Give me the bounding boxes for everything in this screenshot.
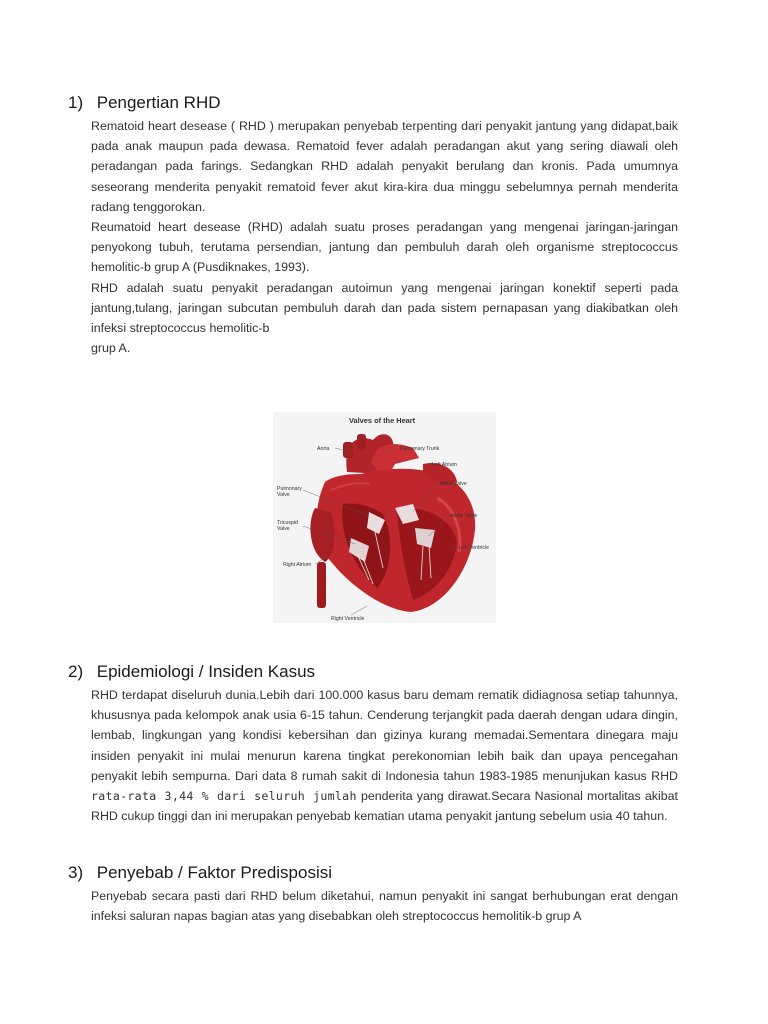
label-left-ventricle: Left Ventricle — [459, 545, 489, 551]
section-number: 2) — [68, 662, 84, 681]
section-body-pengertian — [91, 116, 678, 358]
paragraph: grup A. — [91, 341, 131, 356]
label-aortic-valve: Aortic Valve — [450, 513, 478, 519]
label-aorta: Aorta — [317, 446, 330, 452]
mortality-rate-text: rata-rata 3,44 % dari seluruh jumlah — [91, 789, 357, 804]
section-body-penyebab — [91, 886, 678, 926]
section-title: Epidemiologi / Insiden Kasus — [96, 662, 316, 681]
section-number: 3) — [68, 863, 84, 882]
paragraph: RHD adalah suatu penyakit peradangan autoimun yang mengenai jaringan konektif seperti pada jantung,tulang, jaringan subcutan pembuluh darah dan pada sistem pernapasan yang diakibatkan oleh infeksi streptococcus hemolitic-b — [91, 280, 678, 336]
section-body-epidemiologi — [91, 685, 678, 826]
section-heading-penyebab — [68, 863, 332, 883]
label-right-ventricle: Right Ventricle — [331, 616, 365, 622]
section-title: Pengertian RHD — [96, 93, 221, 112]
paragraph — [91, 685, 678, 826]
heart-valves-figure — [273, 412, 496, 623]
label-right-atrium: Right Atrium — [283, 562, 312, 568]
heart-illustration — [273, 412, 496, 623]
paragraph: Reumatoid heart desease (RHD) adalah suatu proses peradangan yang mengenai jaringan-jaringan penyokong tubuh, terutama persendian, jantung dan pembuluh darah oleh organisme streptococcus hemolitic-b grup A (Pusdiknakes, 1993). — [91, 220, 678, 275]
section-heading-epidemiologi — [68, 662, 315, 682]
section-number: 1) — [68, 93, 84, 112]
label-pulmonary-valve: Pulmonary — [277, 486, 302, 492]
figure-title: Valves of the Heart — [349, 416, 416, 425]
paragraph-text: RHD terdapat diseluruh dunia.Lebih dari 100.000 kasus baru demam rematik didiagnosa setiap tahunnya, khususnya pada kelompok anak usia 6-15 tahun. Cenderung terjangkit pada daerah dengan udara dingin, lembab, lingkungan yang kondisi kebersihan dan gizinya kurang memadai.Sementara dinegara maju insiden penyakit ini mulai menurun karena tingkat perekonomian lebih baik dan upaya pencegahan penyakit lebih sempurna. Dari data 8 rumah sakit di Indonesia tahun 1983-1985 menunjukan kasus RHD — [91, 688, 678, 783]
label-pulmonary-trunk: Pulmonary Trunk — [400, 446, 440, 452]
section-title: Penyebab / Faktor Predisposisi — [96, 863, 333, 882]
label-mitral-valve: Mitral Valve — [440, 481, 467, 487]
paragraph-text: penderita yang dirawat.Secara Nasional mortalitas akibat RHD cukup tinggi dan ini merupakan penyebab kematian utama penyakit jantung sebelum usia 40 tahun. — [91, 789, 678, 824]
label-tricuspid-valve-2: Valve — [277, 526, 290, 532]
paragraph: Rematoid heart desease ( RHD ) merupakan penyebab terpenting dari penyakit jantung yang didapat,baik pada anak maupun pada dewasa. Rematoid fever adalah peradangan akut yang sering diawali oleh peradangan pada farings. Sedangkan RHD adalah penyakit berulang dan kronis. Pada umumnya seseorang menderita penyakit rematoid fever akut kira-kira dua minggu sebelumnya pernah menderita radang tenggorokan. — [91, 119, 678, 214]
label-tricuspid-valve: Tricuspid — [277, 520, 298, 526]
section-heading-pengertian — [68, 93, 221, 113]
label-left-atrium: Left Atrium — [432, 462, 457, 468]
label-pulmonary-valve-2: Valve — [277, 492, 290, 498]
paragraph: Penyebab secara pasti dari RHD belum diketahui, namun penyakit ini sangat berhubungan erat dengan infeksi saluran napas bagian atas yang disebabkan oleh streptococcus hemolitik-b grup A — [91, 889, 678, 924]
